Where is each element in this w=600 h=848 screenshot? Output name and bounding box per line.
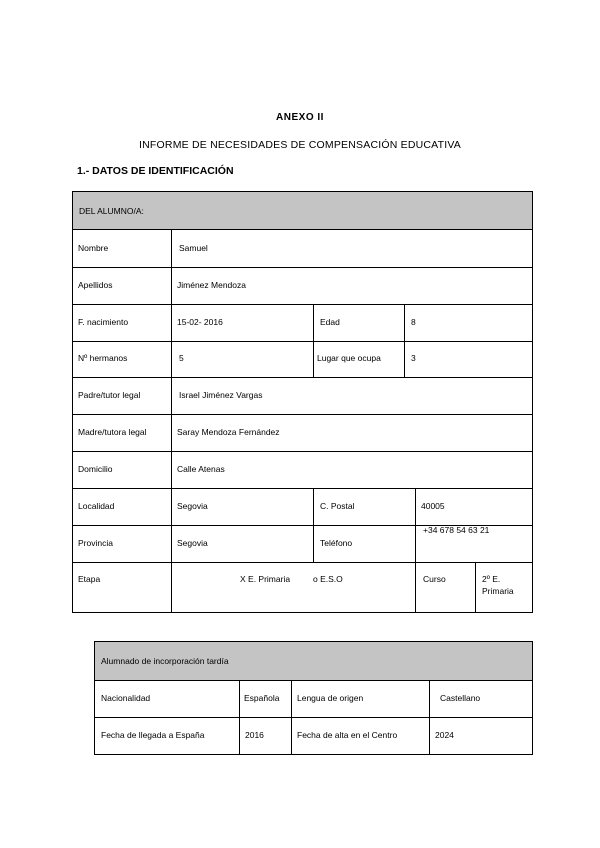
section-heading: 1.- DATOS DE IDENTIFICACIÓN: [77, 165, 234, 177]
apellidos-label: Apellidos: [78, 280, 113, 290]
nacionalidad-label: Nacionalidad: [101, 693, 151, 703]
padre-label: Padre/tutor legal: [78, 390, 141, 400]
edad-label: Edad: [320, 317, 340, 327]
apellidos-value: Jiménez Mendoza: [177, 280, 246, 290]
llegada-label: Fecha de llegada a España: [101, 730, 205, 740]
etapa-label: Etapa: [78, 574, 101, 584]
localidad-label: Localidad: [78, 501, 115, 511]
nacimiento-value: 15-02- 2016: [177, 317, 223, 327]
lengua-value: Castellano: [440, 693, 481, 703]
etapa-eso-option: o E.S.O: [313, 574, 343, 584]
domicilio-label: Domicilio: [78, 464, 113, 474]
madre-label: Madre/tutora legal: [78, 427, 147, 437]
curso-value-line2: Primaria: [482, 586, 514, 596]
domicilio-value: Calle Atenas: [177, 464, 225, 474]
student-table-heading: DEL ALUMNO/A:: [73, 192, 532, 230]
student-table: [72, 191, 533, 613]
llegada-value: 2016: [245, 730, 264, 740]
curso-value-line1: 2º E.: [482, 574, 501, 584]
hermanos-label: Nº hermanos: [78, 353, 128, 363]
telefono-label: Teléfono: [320, 538, 353, 548]
madre-value: Saray Mendoza Fernández: [177, 427, 280, 437]
provincia-label: Provincia: [78, 538, 113, 548]
alta-value: 2024: [435, 730, 454, 740]
nombre-value: Samuel: [179, 243, 208, 253]
etapa-primaria-option: X E. Primaria: [240, 574, 291, 584]
padre-value: Israel Jiménez Vargas: [179, 390, 263, 400]
late-table-heading: Alumnado de incorporación tardía: [95, 642, 532, 681]
provincia-value: Segovia: [177, 538, 208, 548]
document-subtitle: INFORME DE NECESIDADES DE COMPENSACIÓN EDUCATIVA: [139, 139, 461, 151]
document-title: ANEXO II: [276, 112, 324, 123]
hermanos-value: 5: [179, 353, 184, 363]
nacimiento-label: F. nacimiento: [78, 317, 129, 327]
lugar-value: 3: [411, 353, 416, 363]
nacionalidad-value: Española: [244, 693, 280, 703]
alta-label: Fecha de alta en el Centro: [297, 730, 398, 740]
lengua-label: Lengua de origen: [297, 693, 364, 703]
cp-value: 40005: [421, 501, 445, 511]
edad-value: 8: [411, 317, 416, 327]
lugar-label: Lugar que ocupa: [317, 353, 381, 363]
late-incorporation-table: [94, 641, 533, 755]
curso-label: Curso: [423, 574, 446, 584]
nombre-label: Nombre: [78, 243, 109, 253]
telefono-value: +34 678 54 63 21: [423, 525, 490, 535]
cp-label: C. Postal: [320, 501, 355, 511]
localidad-value: Segovia: [177, 501, 208, 511]
